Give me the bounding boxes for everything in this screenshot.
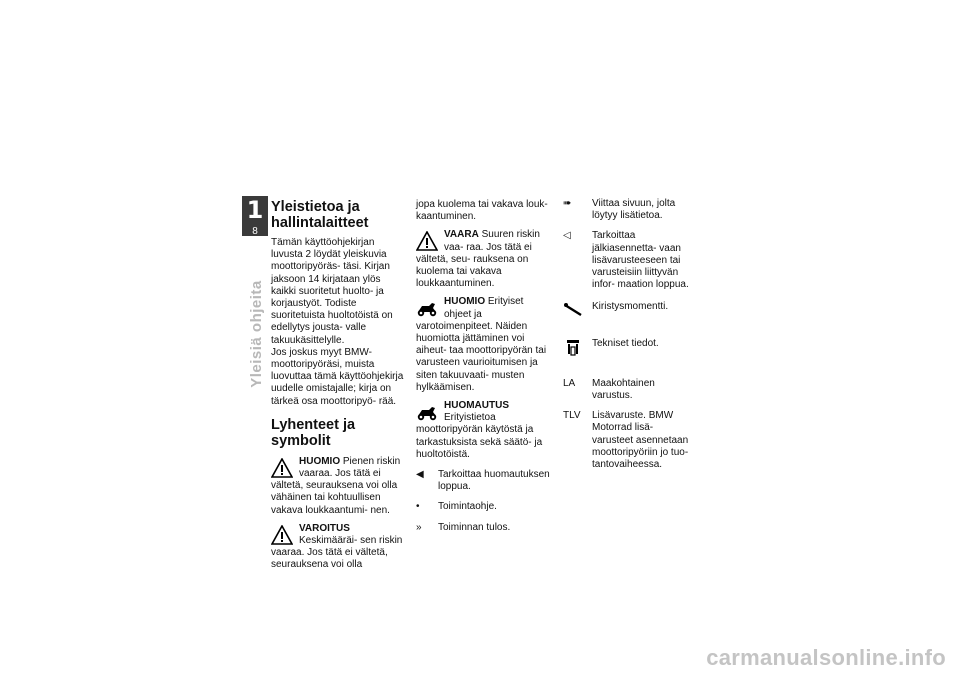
- warning-triangle-icon: [416, 231, 438, 251]
- section-side-title: Yleisiä ohjeita: [248, 280, 265, 388]
- warning-note: [271, 523, 405, 572]
- abbreviation-description: Maakohtainen varustus.: [592, 377, 655, 402]
- caution-label: HUOMIO: [299, 455, 341, 467]
- abbreviation-row: [563, 378, 697, 402]
- symbol-row: [563, 338, 697, 362]
- symbol-description: Toiminnan tulos.: [438, 521, 511, 533]
- remark-label: HUOMAUTUS: [444, 400, 509, 412]
- caution-note: [271, 456, 405, 517]
- symbol-row: [416, 469, 550, 493]
- intro-paragraph-2: Jos joskus myyt BMW-moottoripyöräsi, muista luovuttaa tämä käyttöohjekirja uudelle omistajalle; kirja on tärkeä osa moottoripyö- rää.: [271, 346, 404, 407]
- abbreviation-description: Lisävaruste. BMW Motorrad lisä- varusteet asennetaan moottoripyöriin jo tuo- tantovaiheessa.: [592, 410, 689, 471]
- technical-data-icon: [563, 338, 585, 358]
- bullet-icon: •: [416, 501, 420, 513]
- warning-text: Keskimääräi- sen riskin vaaraa. Jos tätä ei vältetä, seurauksena voi olla: [271, 535, 403, 571]
- abbreviation-key: TLV: [563, 410, 581, 422]
- column-2: [416, 199, 550, 534]
- warning-continued: jopa kuolema tai vakava louk- kaantuminen.: [416, 199, 548, 223]
- danger-note: [416, 229, 550, 290]
- symbol-row: [563, 198, 697, 222]
- symbol-description: Tekniset tiedot.: [592, 337, 659, 349]
- remark-note: [416, 400, 550, 461]
- symbol-description: Tarkoittaa jälkiasennetta- vaan lisävarusteeseen tai varusteisiin liittyvän infor- maation loppua.: [592, 230, 689, 291]
- symbol-description: Tarkoittaa huomautuksen loppua.: [438, 469, 550, 493]
- chapter-number: 1: [246, 196, 264, 224]
- symbol-description: Kiristysmomentti.: [592, 301, 669, 313]
- torque-wrench-icon: [563, 301, 585, 319]
- result-icon: »: [416, 521, 422, 533]
- motorcycle-icon: [416, 402, 438, 422]
- column-1: [271, 199, 405, 572]
- attention-note: [416, 296, 550, 394]
- attention-text: Erityiset ohjeet ja varotoimenpiteet. Näiden huomiotta jättäminen voi aiheut- taa moottoripyörän tai varusteen vaurioitumisen ja siten takuuvaati- musten hylkäämisen.: [416, 296, 547, 393]
- remark-text: Erityistietoa moottoripyörän käytöstä ja tarkastuksista sekä säätö- ja huoltotöistä.: [416, 412, 543, 460]
- warning-label: VAROITUS: [299, 522, 350, 534]
- abbreviations-heading: Lyhenteet ja symbolit: [271, 416, 356, 449]
- abbreviation-key: LA: [563, 377, 576, 389]
- warning-triangle-icon: [271, 458, 293, 478]
- danger-label: VAARA: [444, 229, 479, 241]
- symbol-description: Toimintaohje.: [438, 501, 497, 513]
- symbol-row: [563, 230, 697, 291]
- symbol-row: [563, 301, 697, 323]
- attention-label: HUOMIO: [444, 296, 486, 308]
- end-of-note-icon: ◀: [416, 469, 424, 481]
- abbreviation-row: [563, 410, 697, 471]
- symbol-description: Viittaa sivuun, jolta löytyy lisätietoa.: [592, 198, 676, 222]
- warning-triangle-icon: [271, 525, 293, 545]
- accessory-end-icon: ◁: [563, 230, 571, 242]
- page-reference-arrow-icon: ➠: [563, 198, 572, 209]
- column-3: [563, 198, 697, 471]
- danger-text: Suuren riskin vaa- raa. Jos tätä ei vältetä, seu- rauksena on kuolema tai vakava loukkaantuminen.: [416, 229, 540, 290]
- motorcycle-icon: [416, 298, 438, 318]
- caution-text: Pienen riskin vaaraa. Jos tätä ei vältetä, seurauksena voi olla vähäinen tai kohtuullisen vakava loukkaantumi- nen.: [271, 455, 401, 516]
- symbol-row: [416, 522, 550, 534]
- page-number: 8: [252, 226, 258, 237]
- section-title: Yleistietoa ja hallintalaitteet: [271, 199, 369, 231]
- watermark: carmanualsonline.info: [706, 645, 946, 670]
- symbol-row: [416, 501, 550, 513]
- intro-paragraph-1: Tämän käyttöohjekirjan luvusta 2 löydät yleiskuvia moottoripyöräs- täsi. Kirjan jaksoon 14 kirjataan ylös kaikki suoritetut huolto- ja korjaustyöt. Todiste suoritetuista huoltotöistä on edellytys jousta- valle takuukäsittelylle.: [271, 237, 393, 346]
